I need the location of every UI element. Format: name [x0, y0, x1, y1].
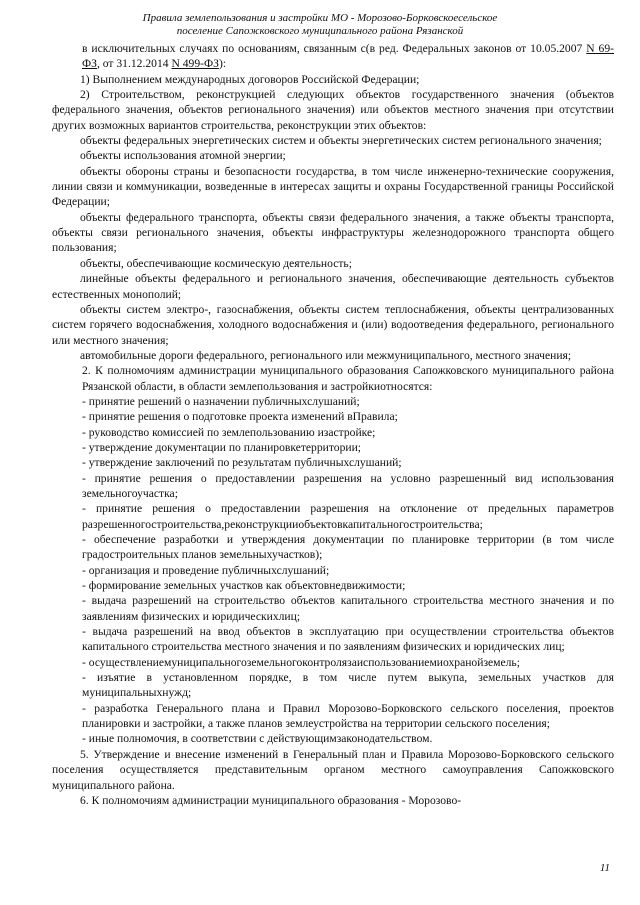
paragraph: - принятие решения о подготовке проекта изменений вПравила; — [82, 410, 398, 424]
paragraph: объекты федеральных энергетических систем и объекты энергетических систем регионального значения; — [80, 134, 602, 148]
paragraph: - осуществлениемуниципальногоземельногоконтролязаиспользованиемиохранойземель; — [82, 655, 520, 669]
paragraph: - обеспечение разработки и утверждения документации по планировке территории (в том числе градостроительных планов земельныхучастков); — [82, 533, 614, 562]
paragraph: 5. Утверждение и внесение изменений в Генеральный план и Правила Морозово-Борковского сельского поселения осуществляется представительным органом местного самоуправления Сапожковского муниципального района. — [52, 747, 614, 792]
paragraph: объекты использования атомной энергии; — [80, 149, 286, 163]
paragraph: - иные полномочия, в соответствии с действующимзаконодательством. — [82, 732, 433, 746]
paragraph: объекты систем электро-, газоснабжения, объекты систем теплоснабжения, объекты централизованных систем горячего водоснабжения, холодного водоснабжения и (или) водоотведения федерального, регионального или местного значения; — [52, 302, 614, 347]
paragraph: - формирование земельных участков как объектовнедвижимости; — [82, 579, 406, 593]
document-body — [52, 41, 614, 808]
paragraph: 6. К полномочиям администрации муниципального образования - Морозово- — [80, 793, 462, 807]
paragraph — [52, 41, 614, 72]
paragraph: - выдача разрешений на строительство объектов капитального строительства местного значения и по заявлениям физических и юридическихлиц; — [82, 594, 614, 623]
paragraph: 1) Выполнением международных договоров Российской Федерации; — [80, 72, 420, 86]
paragraph: 2. К полномочиям администрации муниципального образования Сапожковского муниципального района Рязанской области, в области землепользования и застройкиотносятся: — [82, 364, 614, 393]
paragraph: - изъятие в установленном порядке, в том числе путем выкупа, земельных участков для муниципальныхнужд; — [82, 671, 614, 700]
law-reference-link[interactable]: N 499-ФЗ — [171, 57, 219, 71]
paragraph: - утверждение документации по планировкетерритории; — [82, 440, 361, 454]
paragraph-text: ): — [218, 57, 227, 71]
law-reference-link[interactable]: N 69-ФЗ — [82, 42, 614, 71]
paragraph: - принятие решений о назначении публичныхслушаний; — [82, 394, 360, 408]
paragraph: - утверждение заключений по результатам публичныхслушаний; — [82, 456, 402, 470]
paragraph: объекты федерального транспорта, объекты связи федерального значения, а также объекты транспорта, объекты связи регионального значения, объекты инфраструктуры железнодорожного транспорта общего пользования; — [52, 210, 614, 255]
paragraph-text: в исключительных случаях по основаниям, связанным с(в ред. Федеральных законов от 10.05.2007 — [82, 42, 587, 55]
paragraph: автомобильные дороги федерального, регионального или межмуниципального, местного значения; — [80, 348, 572, 362]
paragraph: - принятие решения о предоставлении разрешения на условно разрешенный вид использования земельногоучастка; — [82, 471, 614, 500]
paragraph: линейные объекты федерального и регионального значения, обеспечивающие деятельность субъектов естественных монополий; — [52, 272, 614, 301]
page-number: 11 — [599, 862, 610, 874]
paragraph-text: , от 31.12.2014 — [96, 57, 172, 71]
header-line-1: Правила землепользования и застройки МО - Морозово-Борковскоесельское — [142, 12, 498, 24]
header-line-2: поселение Сапожковского муниципального района Рязанской — [176, 25, 464, 37]
paragraph: - разработка Генерального плана и Правил Морозово-Борковского сельского поселения, проектов планировки и застройки, а также планов землеустройства на территории сельского поселения; — [82, 701, 614, 731]
paragraph: объекты обороны страны и безопасности государства, в том числе инженерно-технические сооружения, линии связи и коммуникации, возведенные в интересах защиты и охраны Государственной границы Российской Федерации; — [52, 164, 614, 209]
paragraph: - организация и проведение публичныхслушаний; — [82, 563, 330, 577]
paragraph: - принятие решения о предоставлении разрешения на отклонение от предельных параметров разрешенногостроительства,реконструкцииобъектовкапитальногостроительства; — [82, 502, 614, 531]
paragraph: - выдача разрешений на ввод объектов в эксплуатацию при осуществлении строительства объектов капитального строительства местного значения и по заявлениям физических и юридических лиц; — [82, 625, 614, 654]
paragraph: 2) Строительством, реконструкцией следующих объектов государственного значения (объектов федерального значения, объектов регионального значения) или объектов местного значения при отсутствии других возможных вариантов строительства, реконструкции этих объектов: — [52, 88, 614, 132]
paragraph: объекты, обеспечивающие космическую деятельность; — [80, 256, 352, 270]
running-header — [0, 12, 640, 38]
paragraph: - руководство комиссией по землепользованию изастройке; — [82, 425, 376, 439]
